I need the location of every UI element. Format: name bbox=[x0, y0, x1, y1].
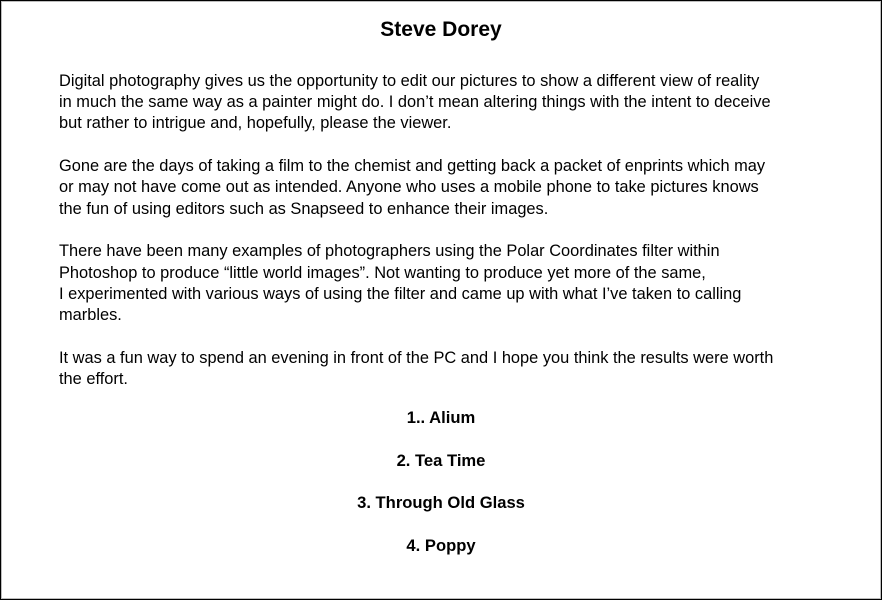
intro-text bbox=[59, 71, 859, 412]
paragraph-1: Digital photography gives us the opportunity to edit our pictures to show a different view of reality in much the same way as a painter might do. I don’t mean altering things with the intent to deceive but rather to intrigue and, hopefully, please the viewer. bbox=[59, 72, 771, 133]
paragraph-2: Gone are the days of taking a film to the chemist and getting back a packet of enprints which may or may not have come out as intended. Anyone who uses a mobile phone to take pictures knows the fun of using editors such as Snapseed to enhance their images. bbox=[59, 157, 766, 218]
list-item-poppy: 4. Poppy bbox=[406, 535, 476, 555]
page-title: Steve Dorey bbox=[380, 18, 502, 41]
list-item-through-old-glass: 3. Through Old Glass bbox=[357, 493, 525, 512]
list-item-alium: 1.. Alium bbox=[406, 408, 476, 427]
paragraph-4: It was a fun way to spend an evening in front of the PC and I hope you think the results were worth the effort. bbox=[59, 348, 774, 389]
list-item-tea-time: 2. Tea Time bbox=[396, 450, 486, 470]
paragraph-3: There have been many examples of photographers using the Polar Coordinates filter within Photoshop to produce “little world images”. Not wanting to produce yet more of the same, I experimented with various ways of using the filter and came up with what I’ve taken to calling marbles. bbox=[59, 242, 742, 325]
image-list bbox=[0, 407, 882, 577]
